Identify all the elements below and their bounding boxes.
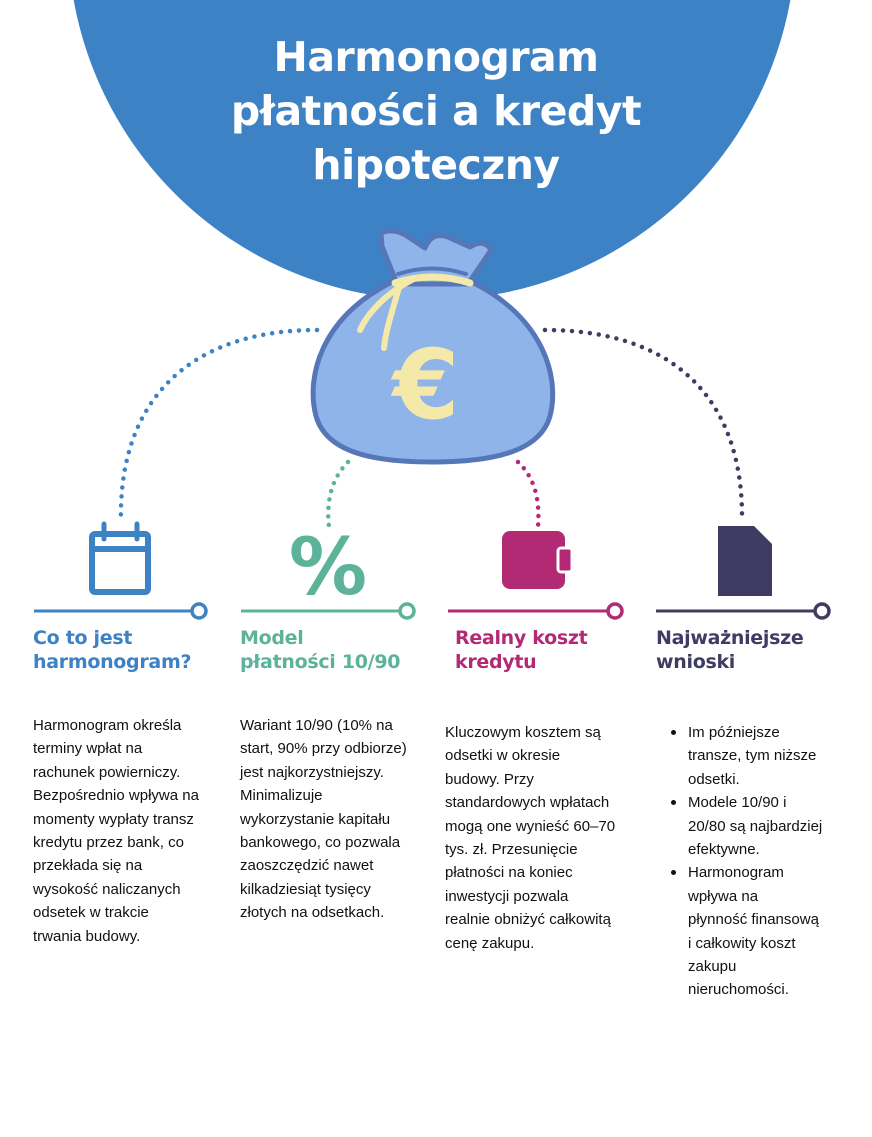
list-item-line: Harmonogram: [688, 864, 784, 882]
body-line: momenty wypłaty transz: [33, 810, 194, 828]
connector-4: [545, 330, 742, 522]
card-title-line: płatności 10/90: [240, 651, 401, 673]
title-line-2: płatności a kredyt: [230, 87, 642, 135]
body-line: trwania budowy.: [33, 927, 141, 945]
connector-1: [121, 330, 317, 522]
body-line: mogą one wynieść 60–70: [445, 817, 616, 835]
body-line: wysokość naliczanych: [33, 880, 181, 898]
body-line: Bezpośrednio wpływa na: [33, 787, 199, 805]
body-line: rachunek powierniczy.: [33, 763, 181, 781]
list-item-line: Im późniejsze: [688, 724, 780, 741]
list-item-line: Modele 10/90 i: [688, 794, 787, 812]
card-title-line: harmonogram?: [33, 651, 192, 673]
document-icon: [718, 526, 772, 596]
body-line: wykorzystanie kapitału: [240, 810, 391, 828]
money-bag-icon: [313, 231, 553, 462]
card-title-koszt: [455, 626, 655, 674]
body-line: odsetki w okresie: [445, 747, 561, 765]
wallet-icon: [502, 531, 572, 589]
body-line: Kluczowym kosztem są: [445, 724, 601, 741]
body-line: jest najkorzystniejszy.: [240, 763, 384, 781]
body-line: standardowych wpłatach: [445, 794, 610, 812]
card-title-model: [240, 626, 440, 674]
title-line-3: hipoteczny: [312, 141, 560, 189]
timeline-segment-1: [34, 604, 206, 618]
card-body-harmonogram: [33, 714, 223, 948]
body-line: bankowego, co pozwala: [240, 834, 401, 852]
body-line: cenę zakupu.: [445, 934, 535, 952]
card-title-harmonogram: [33, 626, 233, 674]
list-item-line: efektywne.: [688, 841, 760, 859]
card-title-line: Co to jest: [33, 627, 133, 649]
card-title-line: Najważniejsze: [656, 627, 804, 649]
body-line: tys. zł. Przesunięcie: [445, 841, 578, 859]
body-line: kredytu przez bank, co: [33, 834, 184, 852]
timeline-segment-4: [656, 604, 829, 618]
connector-3: [518, 462, 538, 527]
body-line: kilkadziesiąt tysięcy: [240, 880, 371, 898]
card-title-line: Realny koszt: [455, 627, 588, 649]
card-title-line: Model: [240, 627, 304, 649]
body-line: płatności na koniec: [445, 864, 573, 882]
card-title-wnioski: [656, 626, 856, 674]
body-line: przekłada się na: [33, 857, 143, 875]
list-item-line: płynność finansową: [688, 911, 819, 929]
body-line: start, 90% przy odbiorze): [240, 740, 407, 758]
list-item-line: transze, tym niższe: [688, 747, 817, 765]
card-list-wnioski: [668, 721, 822, 1002]
card-body-koszt: [445, 721, 635, 955]
list-item-line: i całkowity koszt: [688, 934, 796, 952]
list-item-line: nieruchomości.: [688, 981, 789, 999]
body-line: terminy wpłat na: [33, 740, 143, 758]
list-item: [688, 861, 822, 1001]
list-item-line: 20/80 są najbardziej: [688, 817, 823, 835]
body-line: Harmonogram określa: [33, 717, 182, 734]
card-title-line: wnioski: [656, 651, 736, 673]
list-item-line: wpływa na: [688, 887, 759, 905]
card-title-line: kredytu: [455, 651, 537, 673]
body-line: inwestycji pozwala: [445, 887, 569, 905]
connector-2: [328, 462, 348, 527]
body-line: odsetek w trakcie: [33, 904, 149, 922]
list-item: [688, 721, 822, 791]
title-line-1: Harmonogram: [273, 33, 599, 81]
list-item-line: odsetki.: [688, 770, 740, 788]
body-line: budowy. Przy: [445, 770, 534, 788]
calendar-icon: [92, 524, 148, 592]
body-line: zaoszczędzić nawet: [240, 857, 374, 875]
timeline-segment-3: [448, 604, 622, 618]
euro-symbol: €: [392, 329, 460, 441]
list-item-line: zakupu: [688, 958, 737, 976]
percent-icon: %: [288, 523, 368, 613]
list-item: [688, 791, 822, 861]
body-line: realnie obniżyć całkowitą: [445, 911, 611, 929]
body-line: złotych na odsetkach.: [240, 904, 385, 922]
card-body-model: [240, 714, 430, 925]
body-line: Minimalizuje: [240, 787, 323, 805]
body-line: Wariant 10/90 (10% na: [240, 717, 393, 734]
